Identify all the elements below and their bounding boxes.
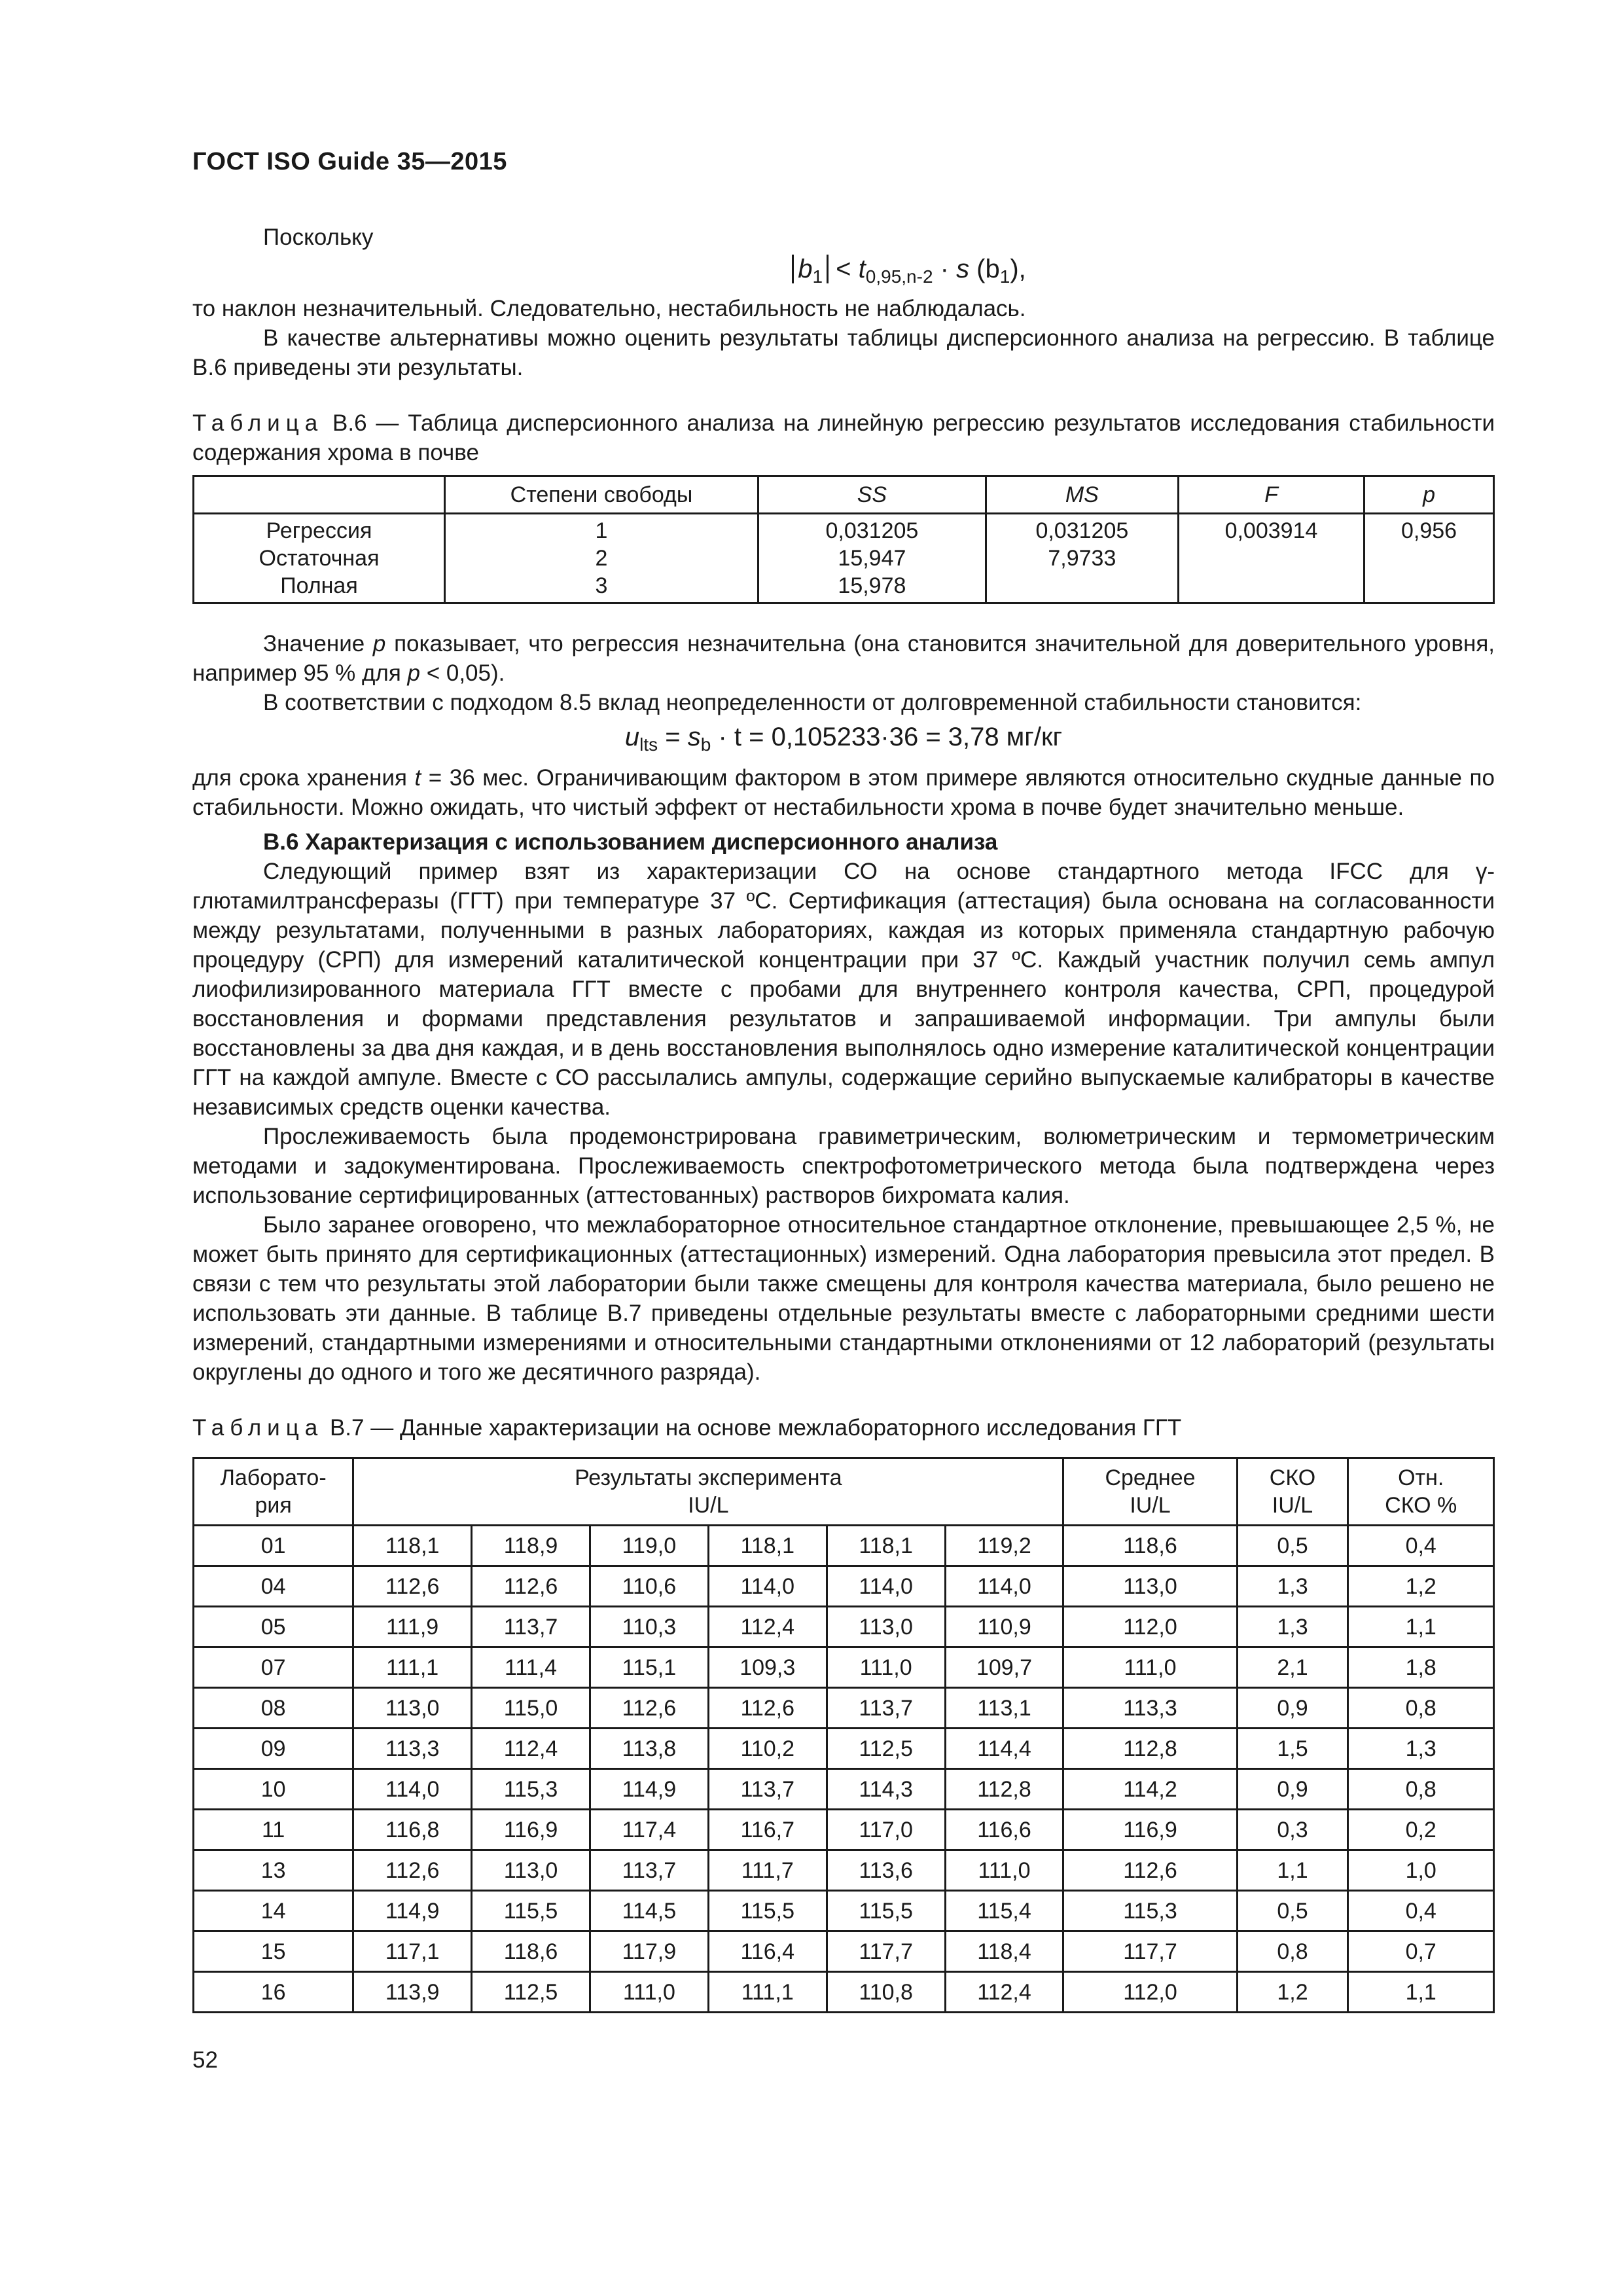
table-row <box>194 1891 1494 1931</box>
table-cell: 112,5 <box>827 1729 945 1769</box>
table-row <box>194 1729 1494 1769</box>
table-cell: 115,5 <box>708 1891 827 1931</box>
table-cell: 118,1 <box>353 1526 472 1566</box>
table-header-cell: SS <box>758 476 986 514</box>
table-cell: 0,956 <box>1364 514 1494 603</box>
table-cell: 118,1 <box>827 1526 945 1566</box>
table-cell: 13 <box>194 1850 353 1891</box>
table-row <box>194 1607 1494 1647</box>
table-cell: 111,7 <box>708 1850 827 1891</box>
table-cell: 115,5 <box>472 1891 590 1931</box>
table-header-cell: Степени свободы <box>445 476 758 514</box>
table-cell: 114,0 <box>945 1566 1063 1607</box>
table-cell: 114,5 <box>590 1891 708 1931</box>
table-header-cell: Лаборато- рия <box>194 1458 353 1526</box>
table-caption: Таблица В.7 — Данные характеризации на основе межлабораторного исследования ГГТ <box>192 1415 1182 1441</box>
abs-value: $b_1$ <box>792 255 829 283</box>
table-cell: 113,7 <box>472 1607 590 1647</box>
formula-slope-test: $b_1 < t_{0,95,n-2} \cdot s$ $(b_1)$, <box>192 252 1495 294</box>
table-cell: 118,4 <box>945 1931 1063 1972</box>
table-cell: 113,0 <box>353 1688 472 1729</box>
table-row <box>194 1566 1494 1607</box>
table-row <box>194 1526 1494 1566</box>
table-cell: 115,5 <box>827 1891 945 1931</box>
formula-uncertainty: $u_{lts} = s_b \cdot t = 0,105233\cdot 36 = 3,78$ мг/кг <box>624 723 1063 755</box>
table-cell: 116,7 <box>708 1810 827 1850</box>
table-cell: 117,4 <box>590 1810 708 1850</box>
table-cell: 09 <box>194 1729 353 1769</box>
table-cell: 0,5 <box>1237 1891 1348 1931</box>
table-cell: 111,0 <box>945 1850 1063 1891</box>
table-cell: 109,3 <box>708 1647 827 1688</box>
table-cell: 0,3 <box>1237 1810 1348 1850</box>
table-cell: 118,1 <box>708 1526 827 1566</box>
table-cell: 113,3 <box>1063 1688 1237 1729</box>
table-cell: 0,2 <box>1348 1810 1494 1850</box>
table-header-cell: Результаты эксперимента IU/L <box>353 1458 1063 1526</box>
paragraph: Было заранее оговорено, что межлабораторное относительное стандартное отклонение, превышающее 2,5 %, не может быть принято для сертификационных (аттестационных) измерений. Одна лаборатория превысила этот предел. В связи с тем что результаты этой лаборатории были также смещены для контроля качества материала, было решено не использовать эти данные. В таблице В.7 приведены отдельные результаты вместе с лабораторными средними шести измерений, стандартными измерениями и относительными стандартными отклонениями от 12 лабораторий (результаты округлены до одного и того же десятичного разряда). <box>192 1212 1495 1385</box>
table-header-row <box>194 476 1494 514</box>
table-cell: 117,7 <box>827 1931 945 1972</box>
anova-table <box>192 475 1495 604</box>
table-cell: 114,4 <box>945 1729 1063 1769</box>
table-cell: 118,6 <box>1063 1526 1237 1566</box>
table-cell: 112,0 <box>1063 1972 1237 2013</box>
table-cell: 114,2 <box>1063 1769 1237 1810</box>
table-cell: 07 <box>194 1647 353 1688</box>
table-cell: 112,6 <box>353 1850 472 1891</box>
table-cell: 111,4 <box>472 1647 590 1688</box>
table-header-cell: СКО IU/L <box>1237 1458 1348 1526</box>
table-cell: 0,4 <box>1348 1526 1494 1566</box>
table-cell: 0,7 <box>1348 1931 1494 1972</box>
table-cell: 113,7 <box>708 1769 827 1810</box>
table-cell: 0,031205 7,9733 <box>986 514 1178 603</box>
paragraph: В качестве альтернативы можно оценить результаты таблицы дисперсионного анализа на регрессию. В таблице В.6 приведены эти результаты. <box>192 325 1495 380</box>
paragraph: для срока хранения t = 36 мес. Ограничивающим фактором в этом примере являются относительно скудные данные по стабильности. Можно ожидать, что чистый эффект от нестабильности хрома в почве будет значительно меньше. <box>192 765 1495 820</box>
table-cell: 1,0 <box>1348 1850 1494 1891</box>
table-cell: 1,8 <box>1348 1647 1494 1688</box>
characterization-table <box>192 1457 1495 2013</box>
table-cell: 113,8 <box>590 1729 708 1769</box>
table-cell: 2,1 <box>1237 1647 1348 1688</box>
table-cell: 111,0 <box>827 1647 945 1688</box>
table-cell: 116,9 <box>1063 1810 1237 1850</box>
table-cell: 1,2 <box>1348 1566 1494 1607</box>
table-cell: 114,0 <box>827 1566 945 1607</box>
table-cell: 0,8 <box>1348 1769 1494 1810</box>
table-cell: 0,5 <box>1237 1526 1348 1566</box>
page-content <box>192 223 1495 2013</box>
table-cell: 113,1 <box>945 1688 1063 1729</box>
table-cell: 112,0 <box>1063 1607 1237 1647</box>
table-cell: 14 <box>194 1891 353 1931</box>
table-cell: 115,1 <box>590 1647 708 1688</box>
table-cell: 113,7 <box>827 1688 945 1729</box>
table-row <box>194 1688 1494 1729</box>
table-cell: 111,9 <box>353 1607 472 1647</box>
table-cell: 109,7 <box>945 1647 1063 1688</box>
table-cell: 114,0 <box>708 1566 827 1607</box>
table-cell: 111,0 <box>590 1972 708 2013</box>
table-cell: 112,6 <box>353 1566 472 1607</box>
table-cell: 0,003914 <box>1178 514 1364 603</box>
table-cell: 118,9 <box>472 1526 590 1566</box>
paragraph: Следующий пример взят из характеризации СО на основе стандартного метода IFCC для γ-глютамилтрансферазы (ГГТ) при температуре 37 ºС. Сертификация (аттестация) была основана на согласованности между результатами, полученными в разных лабораториях, каждая из которых применяла стандартную рабочую процедуру (СРП) для измерений каталитической концентрации при 37 ºС. Каждый участник получил семь ампул лиофилизированного материала ГГТ вместе с пробами для внутреннего контроля качества, СРП, процедурой восстановления и формами представления результатов и запрашиваемой информации. Три ампулы были восстановлены за два дня каждая, и в день восстановления выполнялось одно измерение каталитической концентрации ГГТ на каждой ампуле. Вместе с СО рассылались ампулы, содержащие серийно выпускаемые калибраторы в качестве независимых средств оценки качества. <box>192 859 1495 1120</box>
table-cell: 112,5 <box>472 1972 590 2013</box>
paragraph: Прослеживаемость была продемонстрирована гравиметрическим, волюметрическим и термометрическим методами и задокументирована. Прослеживаемость спектрофотометрического метода была подтверждена через использование сертифицированных (аттестованных) растворов бихромата калия. <box>192 1124 1495 1208</box>
table-caption: Таблица В.6 — Таблица дисперсионного анализа на линейную регрессию результатов исследования стабильности содержания хрома в почве <box>192 410 1495 465</box>
table-cell: 117,0 <box>827 1810 945 1850</box>
table-cell: 115,3 <box>472 1769 590 1810</box>
table-row <box>194 1810 1494 1850</box>
table-cell: 114,0 <box>353 1769 472 1810</box>
table-cell: 112,6 <box>1063 1850 1237 1891</box>
table-cell: 113,0 <box>1063 1566 1237 1607</box>
table-cell: 116,6 <box>945 1810 1063 1850</box>
table-cell: 112,4 <box>472 1729 590 1769</box>
table-cell: 118,6 <box>472 1931 590 1972</box>
table-cell: 0,4 <box>1348 1891 1494 1931</box>
table-row <box>194 1647 1494 1688</box>
table-cell: 112,8 <box>945 1769 1063 1810</box>
table-cell: 05 <box>194 1607 353 1647</box>
table-cell: 113,0 <box>827 1607 945 1647</box>
table-cell: 117,1 <box>353 1931 472 1972</box>
table-cell: Регрессия Остаточная Полная <box>194 514 445 603</box>
table-cell: 114,9 <box>590 1769 708 1810</box>
paragraph: то наклон незначительный. Следовательно, нестабильность не наблюдалась. <box>192 296 1026 321</box>
table-cell: 15 <box>194 1931 353 1972</box>
table-cell: 0,8 <box>1348 1688 1494 1729</box>
table-cell: 10 <box>194 1769 353 1810</box>
table-cell: 08 <box>194 1688 353 1729</box>
page-number: 52 <box>192 2047 218 2073</box>
table-cell: 1 2 3 <box>445 514 758 603</box>
table-body <box>194 1526 1494 2013</box>
table-cell: 110,3 <box>590 1607 708 1647</box>
paragraph: В соответствии с подходом 8.5 вклад неопределенности от долговременной стабильности становится: <box>263 690 1362 715</box>
table-row <box>194 1769 1494 1810</box>
paragraph: Значение p показывает, что регрессия незначительна (она становится значительной для доверительного уровня, например 95 % для p < 0,05). <box>192 631 1495 686</box>
table-cell: 115,3 <box>1063 1891 1237 1931</box>
table-header-cell <box>194 476 445 514</box>
table-cell: 113,6 <box>827 1850 945 1891</box>
table-cell: 110,9 <box>945 1607 1063 1647</box>
table-cell: 117,7 <box>1063 1931 1237 1972</box>
table-header-cell: F <box>1178 476 1364 514</box>
table-header-cell: MS <box>986 476 1178 514</box>
table-cell: 1,3 <box>1237 1607 1348 1647</box>
section-heading: В.6 Характеризация с использованием дисперсионного анализа <box>263 829 998 855</box>
paragraph: Поскольку <box>263 224 374 250</box>
table-cell: 1,2 <box>1237 1972 1348 2013</box>
table-header-cell: Среднее IU/L <box>1063 1458 1237 1526</box>
table-cell: 116,8 <box>353 1810 472 1850</box>
table-cell: 114,3 <box>827 1769 945 1810</box>
table-cell: 1,5 <box>1237 1729 1348 1769</box>
table-cell: 119,2 <box>945 1526 1063 1566</box>
table-cell: 110,8 <box>827 1972 945 2013</box>
table-row <box>194 1850 1494 1891</box>
table-cell: 11 <box>194 1810 353 1850</box>
table-cell: 0,9 <box>1237 1688 1348 1729</box>
table-row <box>194 1972 1494 2013</box>
table-cell: 110,6 <box>590 1566 708 1607</box>
table-cell: 112,6 <box>708 1688 827 1729</box>
table-cell: 113,7 <box>590 1850 708 1891</box>
table-cell: 113,9 <box>353 1972 472 2013</box>
table-cell: 0,031205 15,947 15,978 <box>758 514 986 603</box>
table-cell: 1,1 <box>1348 1972 1494 2013</box>
table-cell: 1,1 <box>1237 1850 1348 1891</box>
table-cell: 115,4 <box>945 1891 1063 1931</box>
table-cell: 112,4 <box>945 1972 1063 2013</box>
table-cell: 110,2 <box>708 1729 827 1769</box>
table-cell: 04 <box>194 1566 353 1607</box>
document-header: ГОСТ ISO Guide 35—2015 <box>192 148 507 175</box>
table-row <box>194 1931 1494 1972</box>
table-cell: 01 <box>194 1526 353 1566</box>
table-cell: 112,6 <box>590 1688 708 1729</box>
table-cell: 116,4 <box>708 1931 827 1972</box>
table-cell: 0,9 <box>1237 1769 1348 1810</box>
table-cell: 112,4 <box>708 1607 827 1647</box>
table-cell: 116,9 <box>472 1810 590 1850</box>
table-cell: 1,1 <box>1348 1607 1494 1647</box>
table-cell: 113,3 <box>353 1729 472 1769</box>
table-cell: 117,9 <box>590 1931 708 1972</box>
table-header-row <box>194 1458 1494 1526</box>
table-cell: 112,6 <box>472 1566 590 1607</box>
table-cell: 16 <box>194 1972 353 2013</box>
table-cell: 113,0 <box>472 1850 590 1891</box>
table-cell: 111,1 <box>353 1647 472 1688</box>
table-cell: 111,0 <box>1063 1647 1237 1688</box>
table-row <box>194 514 1494 603</box>
table-cell: 0,8 <box>1237 1931 1348 1972</box>
table-cell: 1,3 <box>1348 1729 1494 1769</box>
table-cell: 115,0 <box>472 1688 590 1729</box>
table-cell: 1,3 <box>1237 1566 1348 1607</box>
table-cell: 111,1 <box>708 1972 827 2013</box>
table-cell: 112,8 <box>1063 1729 1237 1769</box>
table-header-cell: p <box>1364 476 1494 514</box>
table-cell: 114,9 <box>353 1891 472 1931</box>
table-cell: 119,0 <box>590 1526 708 1566</box>
table-header-cell: Отн. СКО % <box>1348 1458 1494 1526</box>
